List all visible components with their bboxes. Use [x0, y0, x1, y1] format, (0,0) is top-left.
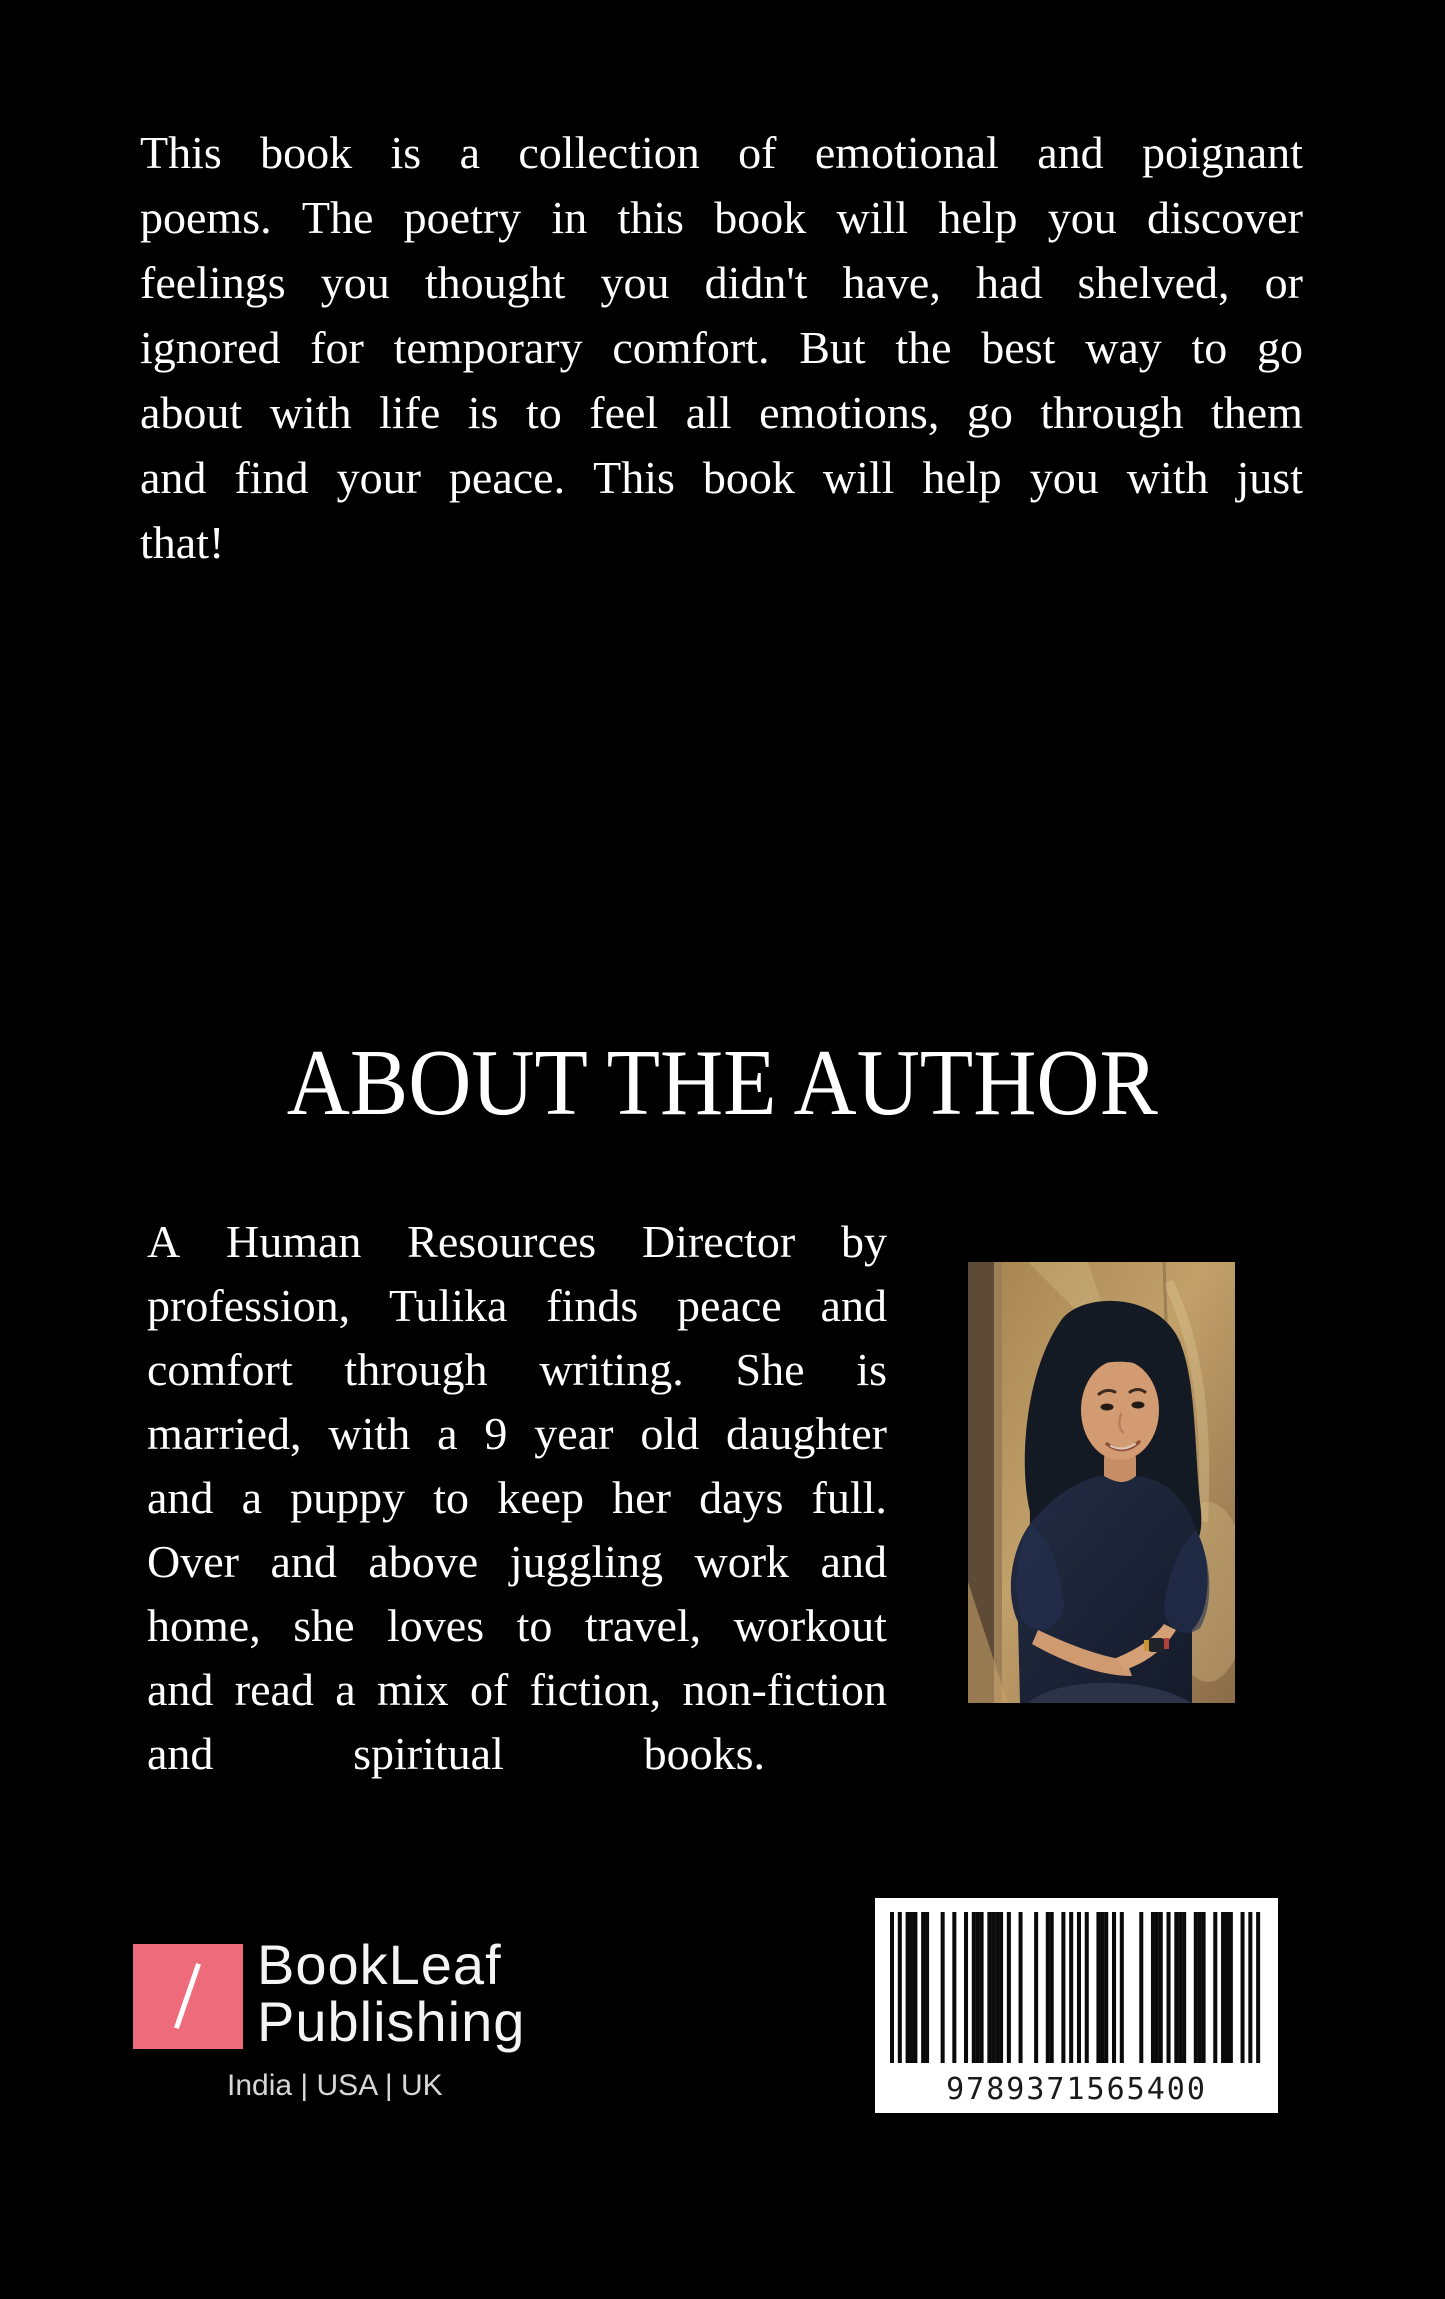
blurb-line: This book is a collection of emotional and poignant — [140, 127, 1303, 178]
isbn-barcode — [875, 1898, 1278, 2113]
photo-watch-strap — [1144, 1640, 1149, 1651]
blurb-line: about with life is to feel all emotions, go through them — [140, 387, 1303, 438]
blurb-line: that! — [140, 517, 225, 568]
bio-line: Over and above juggling work and — [147, 1536, 887, 1587]
photo-eye — [1132, 1402, 1145, 1409]
author-bio — [147, 1210, 887, 1786]
author-photo — [968, 1262, 1235, 1703]
barcode-number: 9789371565400 — [946, 2072, 1207, 2107]
about-the-author-heading-text: ABOUT THE AUTHOR — [286, 1031, 1159, 1135]
publisher-regions: India | USA | UK — [227, 2069, 443, 2102]
photo-watch-face — [1148, 1638, 1165, 1652]
photo-eye — [1101, 1404, 1114, 1411]
about-the-author-heading — [0, 1031, 1445, 1135]
bio-line: A Human Resources Director by — [147, 1216, 887, 1267]
blurb-line: feelings you thought you didn't have, had shelved, or — [140, 257, 1303, 308]
publisher-name-line2: Publishing — [257, 1990, 526, 2053]
slash-icon — [174, 1963, 201, 2029]
barcode-bars — [875, 1898, 1278, 2068]
blurb-line: poems. The poetry in this book will help you discover — [140, 192, 1303, 243]
photo-watch-strap — [1164, 1638, 1169, 1649]
bio-line: married, with a 9 year old daughter — [147, 1408, 887, 1459]
publisher-name — [257, 1933, 526, 2053]
photo-wall-strip-edge — [994, 1262, 1002, 1703]
bio-line: and read a mix of fiction, non-fiction — [147, 1664, 887, 1715]
blurb-line: and find your peace. This book will help you with just — [140, 452, 1303, 503]
bio-line: and a puppy to keep her days full. — [147, 1472, 887, 1523]
bio-line: and spiritual books. — [147, 1728, 765, 1779]
back-cover-blurb — [140, 120, 1303, 575]
bio-line: profession, Tulika finds peace and — [147, 1280, 887, 1331]
publisher-logo-mark — [133, 1944, 243, 2049]
blurb-line: ignored for temporary comfort. But the best way to go — [140, 322, 1303, 373]
bio-line: comfort through writing. She is — [147, 1344, 887, 1395]
bio-line: home, she loves to travel, workout — [147, 1600, 887, 1651]
publisher-name-line1: BookLeaf — [257, 1933, 502, 1996]
author-photo-image — [968, 1262, 1235, 1703]
photo-face — [1081, 1360, 1159, 1460]
